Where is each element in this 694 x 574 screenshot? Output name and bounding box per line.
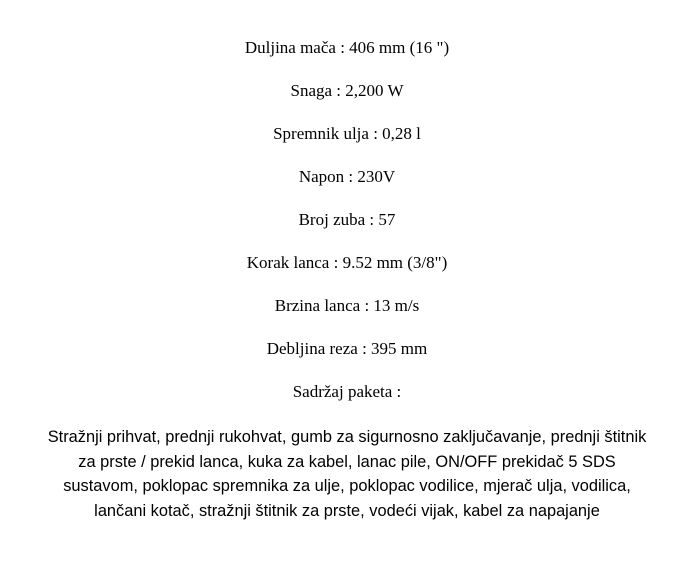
spec-chain-pitch: Korak lanca : 9.52 mm (3/8") [246,253,448,272]
spec-oil-tank: Spremnik ulja : 0,28 l [273,124,421,143]
spec-cut-thickness: Debljina reza : 395 mm [266,339,428,358]
spec-power: Snaga : 2,200 W [290,81,404,100]
spec-chain-speed: Brzina lanca : 13 m/s [274,296,420,315]
package-contents-heading: Sadržaj paketa : [292,382,402,401]
spec-voltage: Napon : 230V [298,167,396,186]
spec-teeth-count: Broj zuba : 57 [298,210,396,229]
package-contents-text: Stražnji prihvat, prednji rukohvat, gumb za sigurnosno zaključavanje, prednji štitnik za prste / prekid lanca, kuka za kabel, lanac pile, ON/OFF prekidač 5 SDS sustavom, poklopac spremnika za ulje, poklopac vodilice, mjerač ulja, vodilica, lančani kotač, stražnji štitnik za prste, vodeći vijak, kabel za napajanje [47,428,647,520]
spec-list [0,36,694,423]
spec-blade-length: Duljina mača : 406 mm (16 ") [244,38,450,57]
